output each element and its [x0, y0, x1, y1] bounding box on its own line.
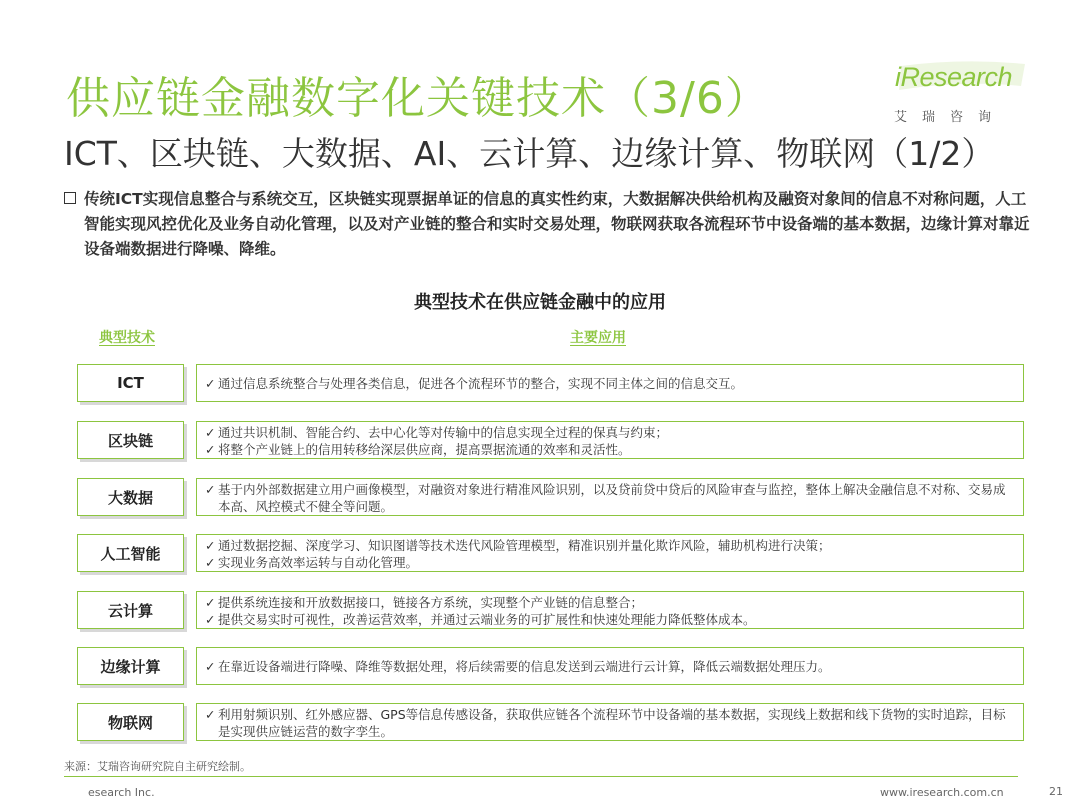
tech-label: 区块链 [77, 421, 184, 459]
application-item [205, 594, 1015, 611]
table-row [0, 647, 1080, 689]
table-row [0, 591, 1080, 633]
intro-text: 传统ICT实现信息整合与系统交互，区块链实现票据单证的信息的真实性约束，大数据解决供给机构及融资对象间的信息不对称问题，人工智能实现风控优化及业务自动化管理，以及对产业链的整合和实时交易处理，物联网获取各流程环节中设备端的基本数据，边缘计算对靠近设备端数据进行降噪、降维。 [84, 190, 1030, 258]
check-icon: ✓ [205, 481, 216, 497]
tech-label: 大数据 [77, 478, 184, 516]
table-title: 典型技术在供应链金融中的应用 [414, 292, 666, 313]
check-icon: ✓ [205, 376, 216, 391]
application-item [205, 441, 1015, 458]
application-text: 提供交易实时可视性，改善运营效率，并通过云端业务的可扩展性和快速处理能力降低整体成本。 [218, 611, 756, 627]
table-row [0, 703, 1080, 745]
application-item [205, 424, 1015, 441]
application-text: 实现业务高效率运转与自动化管理。 [218, 554, 419, 570]
table-row [0, 421, 1080, 463]
check-icon: ✓ [205, 537, 216, 553]
application-box [196, 478, 1024, 516]
check-icon: ✓ [205, 424, 216, 440]
check-icon: ✓ [205, 706, 216, 722]
check-icon: ✓ [205, 611, 216, 627]
application-text: 利用射频识别、红外感应器、GPS等信息传感设备，获取供应链各个流程环节中设备端的基本数据，实现线上数据和线下货物的实时追踪，目标是实现供应链运营的数字孪生。 [218, 706, 1006, 739]
application-item [205, 537, 1015, 554]
application-box [196, 647, 1024, 685]
intro-paragraph [64, 187, 1034, 262]
application-box [196, 421, 1024, 459]
footer-company: esearch Inc. [88, 786, 155, 799]
check-icon: ✓ [205, 441, 216, 457]
application-box [196, 591, 1024, 629]
application-box [196, 364, 1024, 402]
tech-label: ICT [77, 364, 184, 402]
tech-label: 物联网 [77, 703, 184, 741]
column-header-tech: 典型技术 [99, 330, 155, 346]
check-icon: ✓ [205, 554, 216, 570]
source-note: 来源：艾瑞咨询研究院自主研究绘制。 [64, 760, 251, 773]
application-item [205, 375, 1015, 392]
tech-label: 人工智能 [77, 534, 184, 572]
logo-text: iResearch [895, 62, 1013, 92]
application-text: 基于内外部数据建立用户画像模型，对融资对象进行精准风险识别，以及贷前贷中贷后的风险审查与监控，整体上解决金融信息不对称、交易成本高、风控模式不健全等问题。 [218, 481, 1006, 514]
application-item [205, 658, 1015, 675]
check-icon: ✓ [205, 594, 216, 610]
page-title: 供应链金融数字化关键技术（3/6） [66, 73, 770, 124]
check-icon: ✓ [205, 659, 216, 674]
application-text: 提供系统连接和开放数据接口，链接各方系统，实现整个产业链的信息整合； [218, 594, 644, 610]
application-text: 通过共识机制、智能合约、去中心化等对传输中的信息实现全过程的保真与约束； [218, 424, 669, 440]
page-subtitle: ICT、区块链、大数据、AI、云计算、边缘计算、物联网（1/2） [64, 134, 995, 173]
application-text: 将整个产业链上的信用转移给深层供应商，提高票据流通的效率和灵活性。 [218, 441, 631, 457]
logo-subtext: 艾瑞咨询 [894, 110, 1007, 125]
iresearch-logo [893, 60, 1028, 130]
table-row [0, 364, 1080, 406]
page-number: 21 [1049, 785, 1063, 798]
application-item [205, 611, 1015, 628]
application-text: 通过数据挖掘、深度学习、知识图谱等技术迭代风险管理模型，精准识别并量化欺诈风险，辅助机构进行决策； [218, 537, 831, 553]
table-row [0, 534, 1080, 576]
tech-label: 边缘计算 [77, 647, 184, 685]
application-text: 通过信息系统整合与处理各类信息，促进各个流程环节的整合，实现不同主体之间的信息交互。 [218, 376, 744, 391]
tech-label: 云计算 [77, 591, 184, 629]
footer-website: www.iresearch.com.cn [880, 786, 1004, 799]
application-item [205, 481, 1015, 515]
application-box [196, 703, 1024, 741]
square-bullet-icon [64, 192, 76, 204]
application-item [205, 554, 1015, 571]
column-header-app: 主要应用 [570, 330, 626, 346]
application-item [205, 706, 1015, 740]
table-row [0, 478, 1080, 520]
footer-divider [64, 776, 1018, 777]
application-text: 在靠近设备端进行降噪、降维等数据处理，将后续需要的信息发送到云端进行云计算，降低云端数据处理压力。 [218, 659, 831, 674]
application-box [196, 534, 1024, 572]
